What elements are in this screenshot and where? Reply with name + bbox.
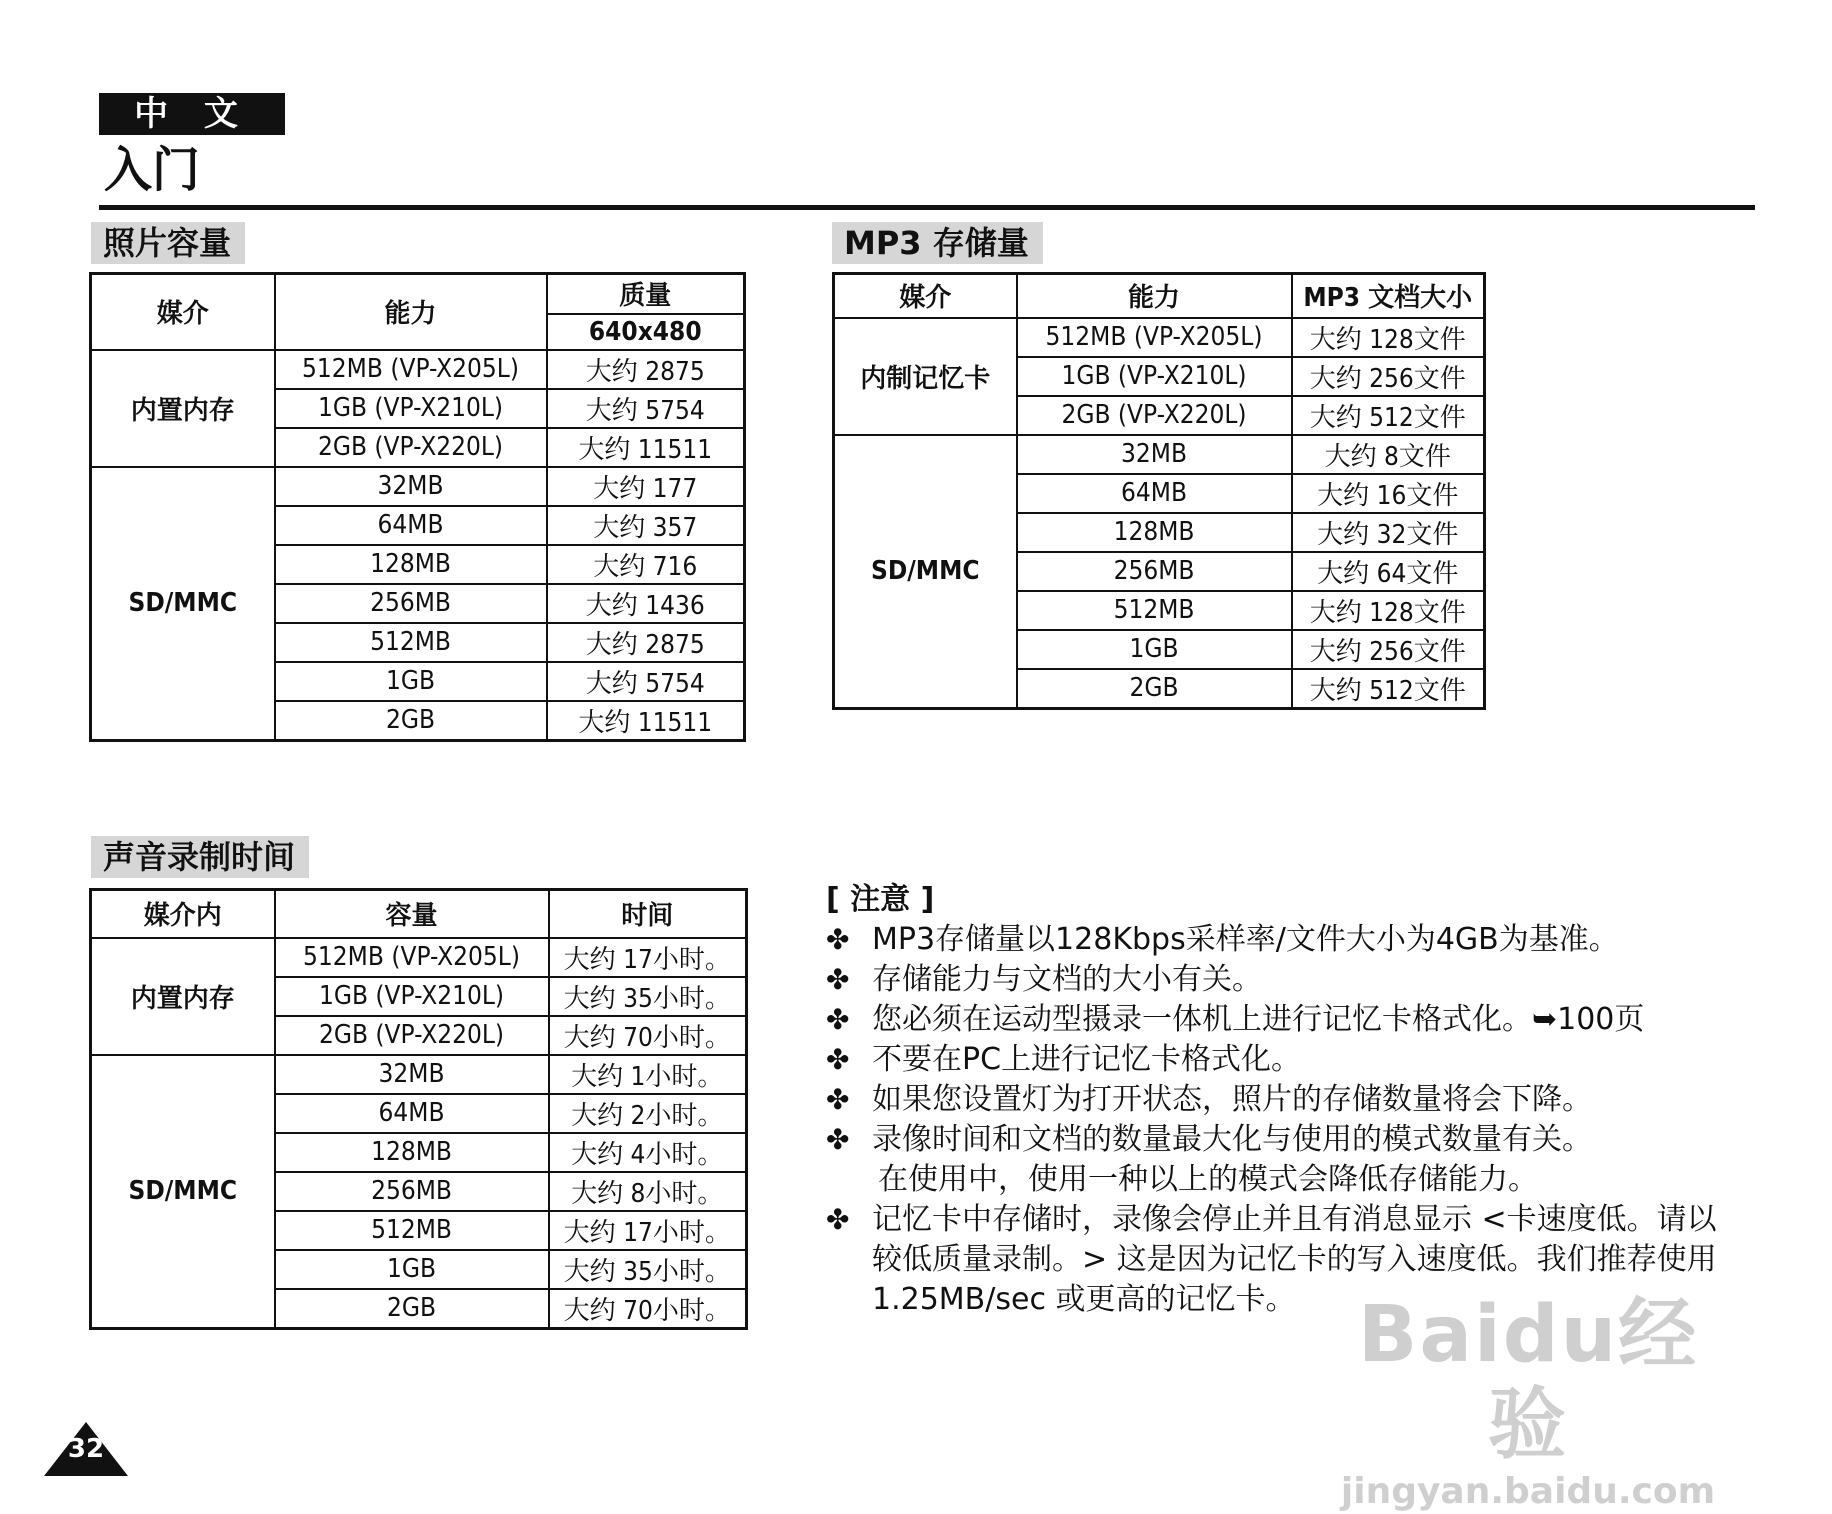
file-count-cell: 大约 256文件: [1292, 357, 1485, 396]
file-count-cell: 大约 8文件: [1292, 435, 1485, 474]
photo-count-cell: 大约 177: [547, 467, 745, 506]
photo-count-cell: 大约 2875: [547, 350, 745, 389]
photo-count-cell: 大约 11511: [547, 428, 745, 467]
notes-heading: [ 注意 ]: [826, 882, 935, 917]
photo-count-cell: 大约 5754: [547, 389, 745, 428]
photo-count-cell: 大约 5754: [547, 662, 745, 701]
photo-count-cell: 大约 11511: [547, 701, 745, 741]
voice-section-title: 声音录制时间: [91, 836, 309, 878]
voice-table-body: [91, 938, 747, 1329]
table-row: [91, 350, 745, 389]
capacity-cell: 256MB: [1017, 552, 1292, 591]
capacity-cell: 2GB: [1017, 669, 1292, 709]
clover-bullet-icon: ✤: [826, 1083, 850, 1116]
record-time-cell: 大约 2小时。: [549, 1094, 747, 1133]
record-time-cell: 大约 8小时。: [549, 1172, 747, 1211]
header-media: 媒介: [91, 274, 275, 350]
capacity-cell: 256MB: [275, 1172, 549, 1211]
clover-bullet-icon: ✤: [826, 1203, 850, 1236]
capacity-cell: 2GB (VP-X220L): [275, 428, 547, 467]
clover-bullet-icon: ✤: [826, 963, 850, 996]
capacity-cell: 2GB (VP-X220L): [275, 1016, 549, 1055]
mp3-section-title: MP3 存储量: [832, 222, 1043, 264]
file-count-cell: 大约 16文件: [1292, 474, 1485, 513]
notes-section: [826, 880, 1726, 1320]
photo-count-cell: 大约 357: [547, 506, 745, 545]
media-group-cell: SD/MMC: [91, 467, 275, 741]
capacity-cell: 32MB: [275, 467, 547, 506]
watermark-url: jingyan.baidu.com: [1340, 1471, 1716, 1512]
file-count-cell: 大约 128文件: [1292, 591, 1485, 630]
record-time-cell: 大约 70小时。: [549, 1016, 747, 1055]
capacity-cell: 512MB: [275, 623, 547, 662]
record-time-cell: 大约 70小时。: [549, 1289, 747, 1329]
capacity-cell: 64MB: [275, 506, 547, 545]
capacity-cell: 1GB: [275, 1250, 549, 1289]
note-text: MP3存储量以128Kbps采样率/文件大小为4GB为基准。: [872, 922, 1619, 957]
table-row: [91, 467, 745, 506]
file-count-cell: 大约 512文件: [1292, 669, 1485, 709]
capacity-cell: 64MB: [275, 1094, 549, 1133]
table-row: [834, 435, 1485, 474]
note-continuation: 在使用中，使用一种以上的模式会降低存储能力。: [878, 1162, 1538, 1197]
capacity-cell: 1GB: [1017, 630, 1292, 669]
record-time-cell: 大约 35小时。: [549, 1250, 747, 1289]
clover-bullet-icon: ✤: [826, 1043, 850, 1076]
header-quality: 质量: [547, 274, 745, 314]
capacity-cell: 512MB (VP-X205L): [275, 350, 547, 389]
note-item: [826, 1080, 1726, 1120]
header-capacity: 容量: [275, 890, 549, 938]
capacity-cell: 512MB: [275, 1211, 549, 1250]
note-text: 如果您设置灯为打开状态，照片的存储数量将会下降。: [872, 1082, 1592, 1117]
header-file-size: MP3 文档大小: [1292, 274, 1485, 318]
capacity-cell: 1GB (VP-X210L): [275, 389, 547, 428]
media-group-cell: 内制记忆卡: [834, 318, 1017, 435]
capacity-cell: 1GB: [275, 662, 547, 701]
mp3-table-body: [834, 318, 1485, 709]
file-count-cell: 大约 128文件: [1292, 318, 1485, 357]
notes-list: [826, 920, 1726, 1320]
header-media: 媒介内: [91, 890, 275, 938]
file-count-cell: 大约 64文件: [1292, 552, 1485, 591]
record-time-cell: 大约 1小时。: [549, 1055, 747, 1094]
capacity-cell: 128MB: [1017, 513, 1292, 552]
record-time-cell: 大约 35小时。: [549, 977, 747, 1016]
title-rule: [99, 205, 1755, 210]
record-time-cell: 大约 4小时。: [549, 1133, 747, 1172]
note-text: 您必须在运动型摄录一体机上进行记忆卡格式化。➥100页: [872, 1002, 1645, 1037]
header-resolution: 640x480: [547, 314, 745, 350]
capacity-cell: 128MB: [275, 545, 547, 584]
watermark: [1318, 1290, 1738, 1512]
note-item: [826, 1000, 1726, 1040]
capacity-cell: 32MB: [1017, 435, 1292, 474]
mp3-storage-table: [832, 272, 1486, 710]
clover-bullet-icon: ✤: [826, 1003, 850, 1036]
capacity-cell: 2GB: [275, 701, 547, 741]
file-count-cell: 大约 32文件: [1292, 513, 1485, 552]
note-item: [826, 920, 1726, 960]
header-capacity: 能力: [1017, 274, 1292, 318]
table-row: [834, 318, 1485, 357]
page-title: 入门: [104, 142, 201, 198]
photo-capacity-table: [89, 272, 746, 742]
header-capacity: 能力: [275, 274, 547, 350]
media-group-cell: SD/MMC: [91, 1055, 275, 1329]
media-group-cell: SD/MMC: [834, 435, 1017, 709]
photo-section-title: 照片容量: [91, 222, 245, 264]
page-number: 32: [67, 1434, 105, 1464]
capacity-cell: 512MB (VP-X205L): [275, 938, 549, 977]
record-time-cell: 大约 17小时。: [549, 1211, 747, 1250]
photo-count-cell: 大约 1436: [547, 584, 745, 623]
voice-recording-table: [89, 888, 748, 1330]
capacity-cell: 512MB (VP-X205L): [1017, 318, 1292, 357]
capacity-cell: 512MB: [1017, 591, 1292, 630]
clover-bullet-icon: ✤: [826, 923, 850, 956]
note-item: [826, 1040, 1726, 1080]
language-badge: 中 文: [99, 93, 285, 135]
capacity-cell: 32MB: [275, 1055, 549, 1094]
note-text: 存储能力与文档的大小有关。: [872, 962, 1262, 997]
note-text: 记忆卡中存储时，录像会停止并且有消息显示 <卡速度低。请以较低质量录制。> 这是因为记忆卡的写入速度低。我们推荐使用1.25MB/sec 或更高的记忆卡。: [872, 1202, 1717, 1317]
capacity-cell: 2GB (VP-X220L): [1017, 396, 1292, 435]
table-row: [91, 1055, 747, 1094]
capacity-cell: 1GB (VP-X210L): [1017, 357, 1292, 396]
watermark-logo-text: Baidu经验: [1357, 1290, 1699, 1470]
note-text: 录像时间和文档的数量最大化与使用的模式数量有关。: [872, 1122, 1592, 1157]
table-row: [91, 938, 747, 977]
photo-table-body: [91, 350, 745, 741]
capacity-cell: 1GB (VP-X210L): [275, 977, 549, 1016]
capacity-cell: 2GB: [275, 1289, 549, 1329]
capacity-cell: 256MB: [275, 584, 547, 623]
photo-count-cell: 大约 2875: [547, 623, 745, 662]
note-item: [826, 960, 1726, 1000]
note-text: 不要在PC上进行记忆卡格式化。: [872, 1042, 1302, 1077]
record-time-cell: 大约 17小时。: [549, 938, 747, 977]
photo-count-cell: 大约 716: [547, 545, 745, 584]
file-count-cell: 大约 256文件: [1292, 630, 1485, 669]
header-time: 时间: [549, 890, 747, 938]
header-media: 媒介: [834, 274, 1017, 318]
clover-bullet-icon: ✤: [826, 1123, 850, 1156]
capacity-cell: 128MB: [275, 1133, 549, 1172]
capacity-cell: 64MB: [1017, 474, 1292, 513]
media-group-cell: 内置内存: [91, 350, 275, 467]
file-count-cell: 大约 512文件: [1292, 396, 1485, 435]
media-group-cell: 内置内存: [91, 938, 275, 1055]
note-item: [826, 1120, 1726, 1160]
